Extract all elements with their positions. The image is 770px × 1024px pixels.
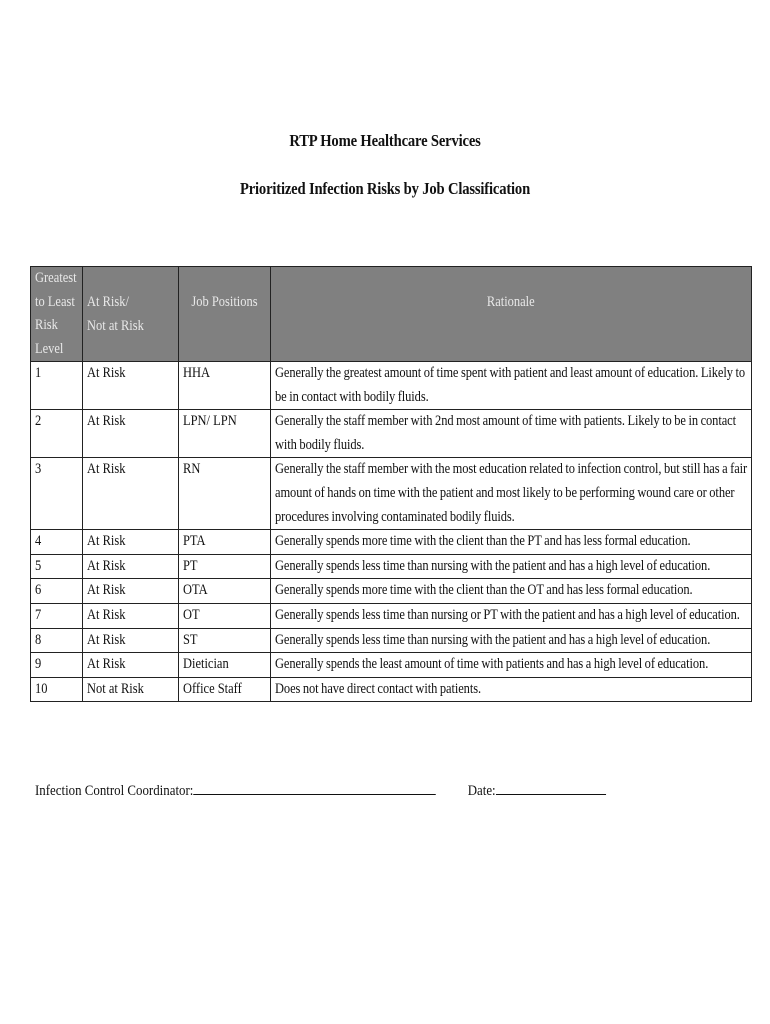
risk-status-cell-text: At Risk xyxy=(87,631,126,648)
table-header-row xyxy=(31,267,752,362)
risk-status-cell xyxy=(83,677,179,702)
rationale-cell-text: Generally spends less time than nursing with the patient and has a high level of education. xyxy=(275,557,711,574)
header-level-line-1: Greatest xyxy=(35,270,77,286)
risk-status-cell xyxy=(83,653,179,678)
rationale-cell-text: Generally the staff member with the most education related to infection control, but still has a fair amount of hands on time with the patient and most likely to be performing wound care or other procedures involving contaminated bodily fluids. xyxy=(275,461,748,525)
job-position-cell-text: Dietician xyxy=(183,656,229,673)
risk-level-cell-text: 3 xyxy=(35,461,42,478)
table-row xyxy=(31,554,752,579)
header-risk-line-1: At Risk/ xyxy=(87,294,129,310)
job-position-cell xyxy=(179,653,271,678)
table-row xyxy=(31,362,752,410)
rationale-cell-text: Generally the staff member with 2nd most amount of time with patients. Likely to be in contact with bodily fluids. xyxy=(275,413,736,453)
risk-level-cell xyxy=(31,362,83,410)
header-positions-label: Job Positions xyxy=(191,294,258,310)
rationale-cell-text: Generally spends less time than nursing or PT with the patient and has a high level of education. xyxy=(275,606,740,623)
rationale-cell xyxy=(271,530,752,555)
header-risk-line-2: Not at Risk xyxy=(87,317,144,334)
risk-status-cell-text: At Risk xyxy=(87,533,126,550)
risk-status-cell xyxy=(83,579,179,604)
risk-level-cell-text: 6 xyxy=(35,582,42,599)
table-row xyxy=(31,530,752,555)
rationale-cell xyxy=(271,362,752,410)
coordinator-signature-line[interactable] xyxy=(193,780,436,795)
risk-level-cell xyxy=(31,628,83,653)
table-row xyxy=(31,628,752,653)
job-position-cell xyxy=(179,458,271,530)
rationale-cell xyxy=(271,458,752,530)
rationale-cell-text: Generally spends more time with the client than the OT and has less formal education. xyxy=(275,582,693,599)
rationale-cell-text: Generally spends less time than nursing with the patient and has a high level of education. xyxy=(275,631,711,648)
risk-status-cell xyxy=(83,603,179,628)
job-position-cell xyxy=(179,410,271,458)
risk-level-cell-text: 9 xyxy=(35,656,42,673)
signature-footer xyxy=(35,780,699,800)
risk-status-cell-text: At Risk xyxy=(87,656,126,673)
job-position-cell xyxy=(179,554,271,579)
job-position-cell-text: LPN/ LPN xyxy=(183,413,237,430)
job-position-cell-text: HHA xyxy=(183,365,211,381)
risk-status-cell xyxy=(83,628,179,653)
risk-status-cell-text: At Risk xyxy=(87,413,126,430)
rationale-cell xyxy=(271,677,752,702)
rationale-cell xyxy=(271,653,752,678)
risk-level-cell-text: 7 xyxy=(35,606,42,623)
risk-status-cell xyxy=(83,410,179,458)
header-level-line-4: Level xyxy=(35,340,64,357)
rationale-cell xyxy=(271,554,752,579)
risk-status-cell-text: At Risk xyxy=(87,461,126,478)
job-position-cell xyxy=(179,628,271,653)
table-row xyxy=(31,677,752,702)
risk-status-cell-text: At Risk xyxy=(87,606,126,623)
job-position-cell-text: OTA xyxy=(183,582,208,599)
risk-level-cell-text: 1 xyxy=(35,365,42,381)
risk-level-cell xyxy=(31,554,83,579)
date-line[interactable] xyxy=(496,780,606,795)
risk-level-cell xyxy=(31,530,83,555)
rationale-cell xyxy=(271,579,752,604)
job-position-cell-text: ST xyxy=(183,631,198,648)
risk-level-cell-text: 4 xyxy=(35,533,42,550)
job-position-cell-text: PT xyxy=(183,557,198,574)
risk-level-cell xyxy=(31,677,83,702)
header-at-risk xyxy=(83,267,179,362)
table-row xyxy=(31,653,752,678)
risk-status-cell-text: At Risk xyxy=(87,365,126,381)
risk-level-cell xyxy=(31,579,83,604)
risk-status-cell xyxy=(83,458,179,530)
header-level-line-2: to Least xyxy=(35,293,75,310)
document-title: RTP Home Healthcare Services xyxy=(289,131,481,150)
infection-risk-table xyxy=(30,266,752,702)
rationale-cell-text: Generally spends the least amount of time with patients and has a high level of education. xyxy=(275,656,709,673)
job-position-cell xyxy=(179,530,271,555)
rationale-cell-text: Generally the greatest amount of time spent with patient and least amount of education. Likely to be in contact with bodily fluids. xyxy=(275,365,746,405)
table-row xyxy=(31,579,752,604)
risk-status-cell xyxy=(83,362,179,410)
job-position-cell xyxy=(179,579,271,604)
job-position-cell-text: RN xyxy=(183,461,201,478)
risk-level-cell-text: 10 xyxy=(35,680,48,697)
risk-level-cell-text: 8 xyxy=(35,631,42,648)
rationale-cell-text: Generally spends more time with the client than the PT and has less formal education. xyxy=(275,533,691,550)
header-level-line-3: Risk xyxy=(35,317,58,334)
risk-status-cell-text: Not at Risk xyxy=(87,680,144,697)
risk-level-cell xyxy=(31,410,83,458)
job-position-cell xyxy=(179,677,271,702)
job-position-cell xyxy=(179,603,271,628)
job-position-cell-text: OT xyxy=(183,606,200,623)
risk-status-cell xyxy=(83,554,179,579)
rationale-cell-text: Does not have direct contact with patients. xyxy=(275,680,481,697)
table-row xyxy=(31,410,752,458)
table-row xyxy=(31,458,752,530)
rationale-cell xyxy=(271,628,752,653)
coordinator-label: Infection Control Coordinator: xyxy=(35,783,194,799)
risk-level-cell xyxy=(31,653,83,678)
document-subtitle: Prioritized Infection Risks by Job Classification xyxy=(239,179,531,198)
risk-status-cell-text: At Risk xyxy=(87,557,126,574)
header-risk-level xyxy=(31,267,83,362)
risk-status-cell-text: At Risk xyxy=(87,582,126,599)
risk-status-cell xyxy=(83,530,179,555)
risk-level-cell-text: 2 xyxy=(35,413,42,430)
job-position-cell-text: Office Staff xyxy=(183,680,242,697)
risk-level-cell xyxy=(31,603,83,628)
table-row xyxy=(31,603,752,628)
date-label: Date: xyxy=(467,783,496,799)
header-job-positions xyxy=(179,267,271,362)
risk-level-cell-text: 5 xyxy=(35,557,42,574)
rationale-cell xyxy=(271,410,752,458)
header-rationale xyxy=(271,267,752,362)
job-position-cell xyxy=(179,362,271,410)
job-position-cell-text: PTA xyxy=(183,533,206,550)
header-rationale-label: Rationale xyxy=(487,294,535,310)
risk-level-cell xyxy=(31,458,83,530)
rationale-cell xyxy=(271,603,752,628)
